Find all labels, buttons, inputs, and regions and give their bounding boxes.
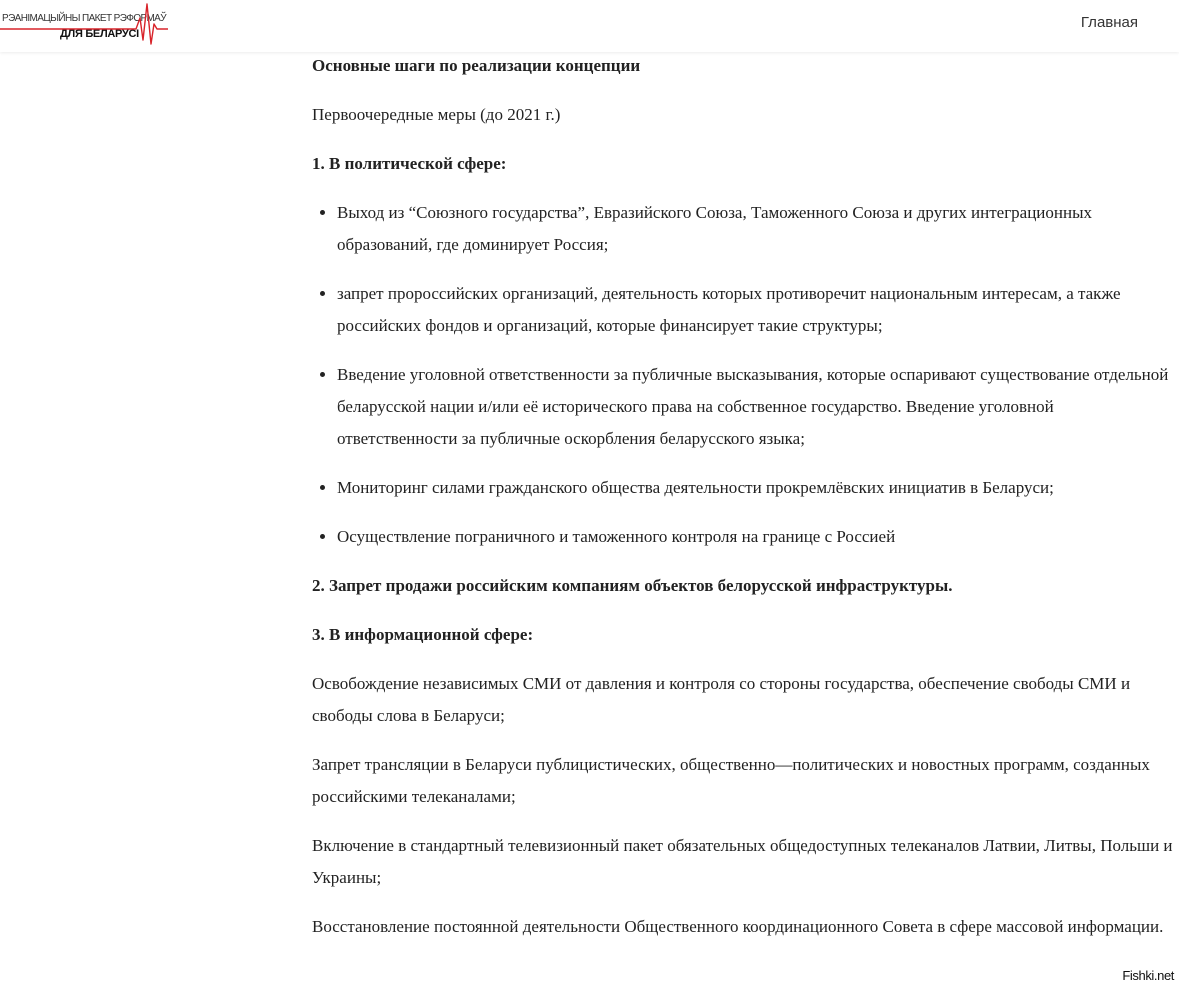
list-item: • Введение уголовной ответственности за публичные высказывания, которые оспаривают существование отдельной беларусской нации и/или её исторического права на собственное государство. Введение уголовной ответственности за публичные оскорбления беларусского языка; — [337, 359, 1174, 455]
nav-home-link[interactable]: Главная — [1080, 14, 1138, 31]
section-1-title: 1. В политической сфере: — [312, 154, 507, 173]
site-logo[interactable] — [0, 0, 172, 48]
section-3-title: 3. В информационной сфере: — [312, 625, 534, 644]
section-1-list — [312, 197, 1174, 553]
section-3-paragraph: Включение в стандартный телевизионный пакет обязательных общедоступных телеканалов Латвии, Литвы, Польши и Украины; — [312, 836, 1173, 887]
article-content — [312, 50, 1174, 960]
section-2-title: 2. Запрет продажи российским компаниям объектов белорусской инфраструктуры. — [312, 576, 953, 595]
article-heading: Основные шаги по реализации концепции — [312, 56, 641, 75]
site-header — [0, 0, 1179, 52]
section-3-paragraph: Запрет трансляции в Беларуси публицистических, общественно—политических и новостных программ, созданных российскими телеканалами; — [312, 755, 1150, 806]
section-3-paragraph: Освобождение независимых СМИ от давления и контроля со стороны государства, обеспечение свободы СМИ и свободы слова в Беларуси; — [312, 674, 1131, 725]
article-intro: Первоочередные меры (до 2021 г.) — [312, 105, 561, 124]
logo-text-bottom: ДЛЯ БЕЛАРУСІ — [60, 28, 139, 40]
list-item: • Выход из “Союзного государства”, Евразийского Союза, Таможенного Союза и других интеграционных образований, где доминирует Россия; — [337, 197, 1174, 261]
watermark: Fishki.net — [1122, 968, 1174, 983]
heartbeat-pulse-icon — [0, 0, 172, 48]
logo-text-top: РЭАНІМАЦЫЙНЫ ПАКЕТ РЭФОРМАЎ — [2, 13, 167, 24]
list-item: • Осуществление пограничного и таможенного контроля на границе с Россией — [337, 521, 1174, 553]
list-item: • Мониторинг силами гражданского общества деятельности прокремлёвских инициатив в Беларуси; — [337, 472, 1174, 504]
list-item: • запрет пророссийских организаций, деятельность которых противоречит национальным интересам, а также российских фондов и организаций, которые финансирует такие структуры; — [337, 278, 1174, 342]
section-3-paragraph: Восстановление постоянной деятельности Общественного координационного Совета в сфере массовой информации. — [312, 917, 1164, 936]
